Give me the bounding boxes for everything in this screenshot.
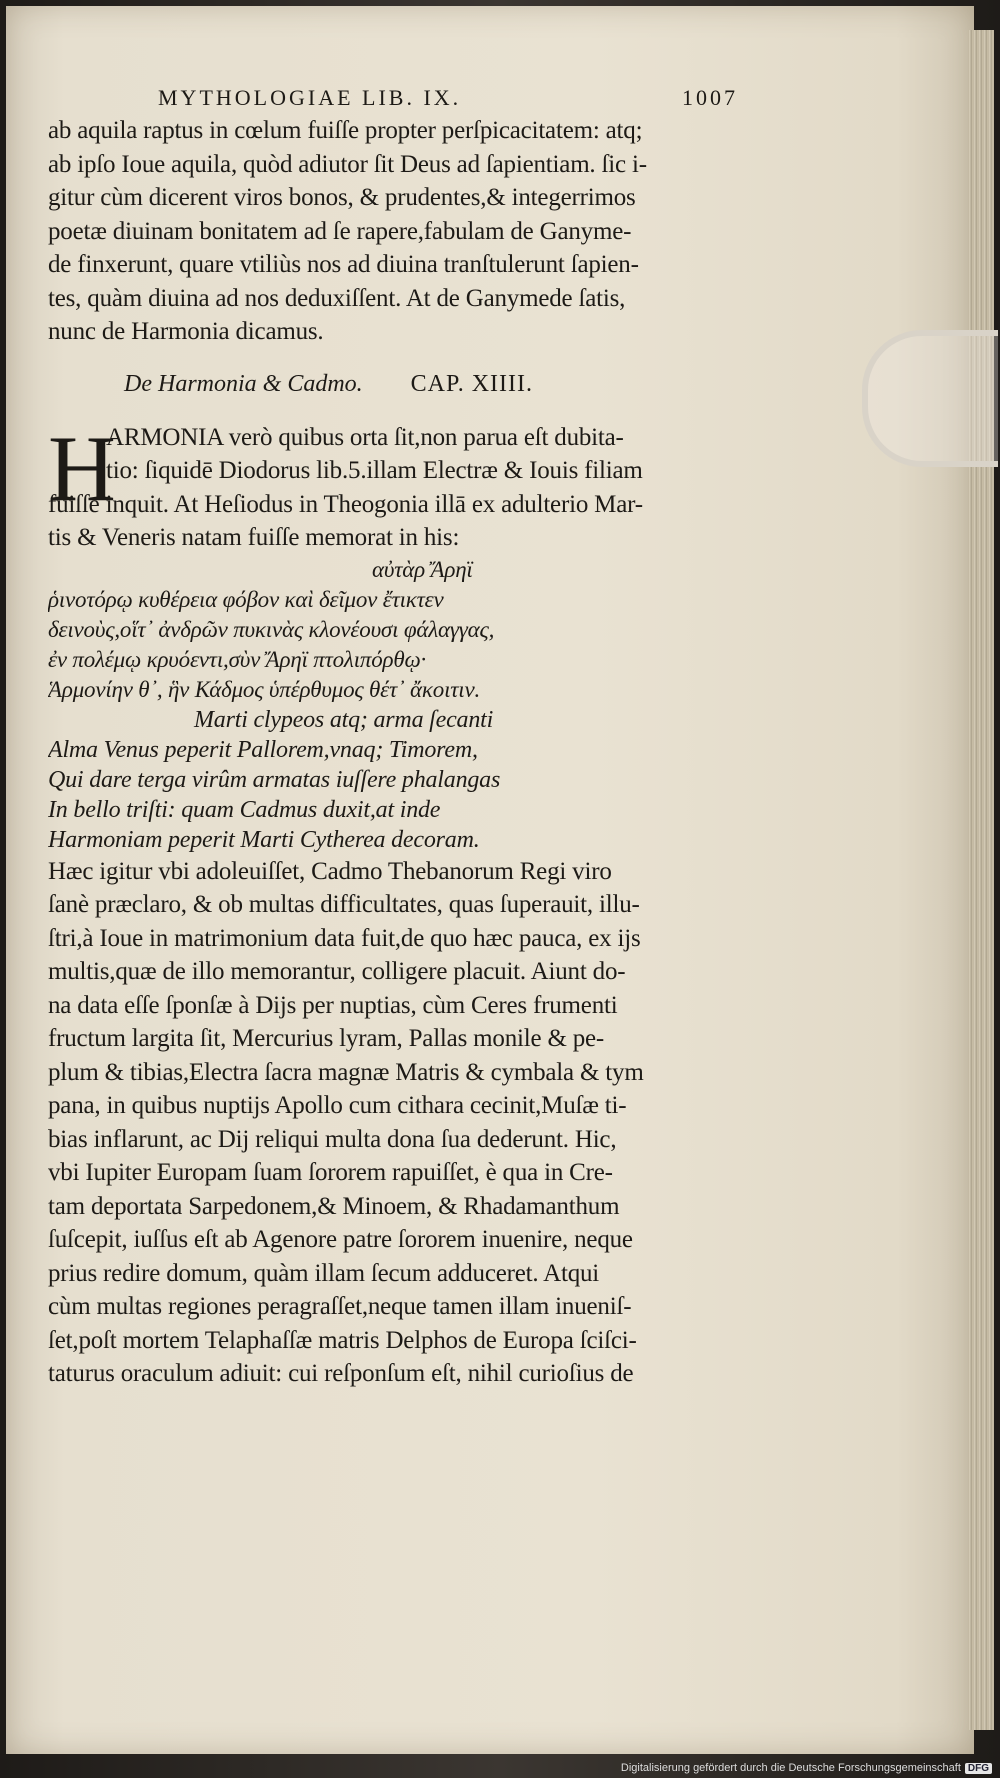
greek-quotation xyxy=(48,555,738,705)
text-line: tam deportata Sarpedonem,& Minoem, & Rhadamanthum xyxy=(48,1192,620,1220)
chapter-number: CAP. XIIII. xyxy=(410,370,533,397)
digitization-credit xyxy=(621,1762,992,1774)
text-line: tio: ſiquidē Diodorus lib.5.illam Electræ & Iouis filiam xyxy=(106,457,643,484)
text-line: Hæc igitur vbi adoleuiſſet, Cadmo Thebanorum Regi viro xyxy=(48,857,612,885)
greek-line: δεινοὺς,οἵτ᾽ ἀνδρῶν πυκινὰς κλονέουσι φάλαγγας, xyxy=(48,616,495,642)
greek-line: Ἁρμονίην θ᾽, ἣν Κάδμος ὑπέρθυμος θέτ᾽ ἄκοιτιν. xyxy=(48,676,481,702)
greek-line: ἐν πολέμῳ κρυόεντι,σὺν Ἄρηϊ πτολιπόρθῳ· xyxy=(48,646,427,672)
text-line: ab aquila raptus in cœlum fuiſſe propter perſpicacitatem: atq; xyxy=(48,117,643,144)
text-line: ſet,poſt mortem Telaphaſſæ matris Delphos de Europa ſciſci- xyxy=(48,1326,637,1354)
page-number: 1007 xyxy=(682,85,738,110)
text-line: fructum largita ſit, Mercurius lyram, Pallas monile & pe- xyxy=(48,1025,605,1052)
text-line: prius redire domum, quàm illam ſecum adduceret. Atqui xyxy=(48,1259,600,1287)
text-line: taturus oraculum adiuit: cui reſponſum eſt, nihil curioſius de xyxy=(48,1360,634,1387)
text-line: tis & Veneris natam fuiſſe memorat in his: xyxy=(48,524,460,551)
page-edges xyxy=(968,30,994,1730)
text-line: multis,quæ de illo memorantur, colligere placuit. Aiunt do- xyxy=(48,958,626,985)
chapter-title: De Harmonia & Cadmo. xyxy=(124,370,363,397)
dropcap-letter: H xyxy=(48,416,116,521)
credit-text: Digitalisierung gefördert durch die Deutsche Forschungsgemeinschaft xyxy=(620,1762,961,1774)
text-line: de finxerunt, quare vtiliùs nos ad diuina tranſtulerunt ſapien- xyxy=(48,251,639,278)
text-line: tes, quàm diuina ad nos deduxiſſent. At de Ganymede ſatis, xyxy=(48,284,626,312)
text-line: cùm multas regiones peragraſſet,neque tamen illam inueniſ- xyxy=(48,1293,632,1320)
text-line: bias inflarunt, ac Dij reliqui multa dona ſua dederunt. Hic, xyxy=(48,1125,617,1153)
verse-line: Qui dare terga virûm armatas iuſſere phalangas xyxy=(48,766,501,793)
latin-verse-translation xyxy=(48,705,738,855)
text-line: pana, in quibus nuptijs Apollo cum cithara cecinit,Muſæ ti- xyxy=(48,1092,627,1119)
greek-line: αὐτὰρ Ἄρηϊ xyxy=(372,556,473,582)
verse-line: Marti clypeos atq; arma ſecanti xyxy=(194,706,494,733)
bookmark-clip xyxy=(862,330,998,467)
text-line: plum & tibias,Electra ſacra magnæ Matris & cymbala & tym xyxy=(48,1058,644,1086)
chapter-heading xyxy=(124,367,738,401)
text-line: fuiſſe inquit. At Heſiodus in Theogonia illā ex adulterio Mar- xyxy=(48,490,643,518)
running-header xyxy=(48,84,738,112)
body-paragraph xyxy=(48,855,738,1391)
text-line: poetæ diuinam bonitatem ad ſe rapere,fabulam de Ganyme- xyxy=(48,217,632,245)
text-line: ſtri,à Ioue in matrimonium data fuit,de quo hæc pauca, ex ijs xyxy=(48,924,641,952)
dfg-logo-icon: DFG xyxy=(965,1763,992,1774)
running-title: MYTHOLOGIAE LIB. IX. xyxy=(158,85,462,110)
page-content xyxy=(48,84,738,1391)
text-line: nunc de Harmonia dicamus. xyxy=(48,318,324,345)
text-line: ſanè præclaro, & ob multas difficultates, quas ſuperauit, illu- xyxy=(48,891,640,918)
text-line: na data eſſe ſponſæ à Dijs per nuptias, cùm Ceres frumenti xyxy=(48,991,618,1019)
text-line: vbi Iupiter Europam ſuam ſororem rapuiſſet, è qua in Cre- xyxy=(48,1159,613,1186)
text-line: ab ipſo Ioue aquila, quòd adiutor ſit Deus ad ſapientiam. ſic i- xyxy=(48,150,647,178)
verse-line: In bello triſti: quam Cadmus duxit,at inde xyxy=(48,796,441,823)
intro-paragraph xyxy=(48,114,738,349)
text-line: ARMONIA verò quibus orta ſit,non parua eſt dubita- xyxy=(106,423,624,451)
dropcap-paragraph xyxy=(48,416,738,555)
verse-line: Harmoniam peperit Marti Cytherea decoram. xyxy=(48,826,480,853)
greek-line: ῥινοτόρῳ κυθέρεια φόβον καὶ δεῖμον ἔτικτεν xyxy=(48,586,444,612)
text-line: gitur cùm dicerent viros bonos, & prudentes,& integerrimos xyxy=(48,184,636,211)
verse-line: Alma Venus peperit Pallorem,vnaq; Timorem, xyxy=(48,736,478,763)
text-line: ſuſcepit, iuſſus eſt ab Agenore patre ſororem inuenire, neque xyxy=(48,1226,633,1253)
